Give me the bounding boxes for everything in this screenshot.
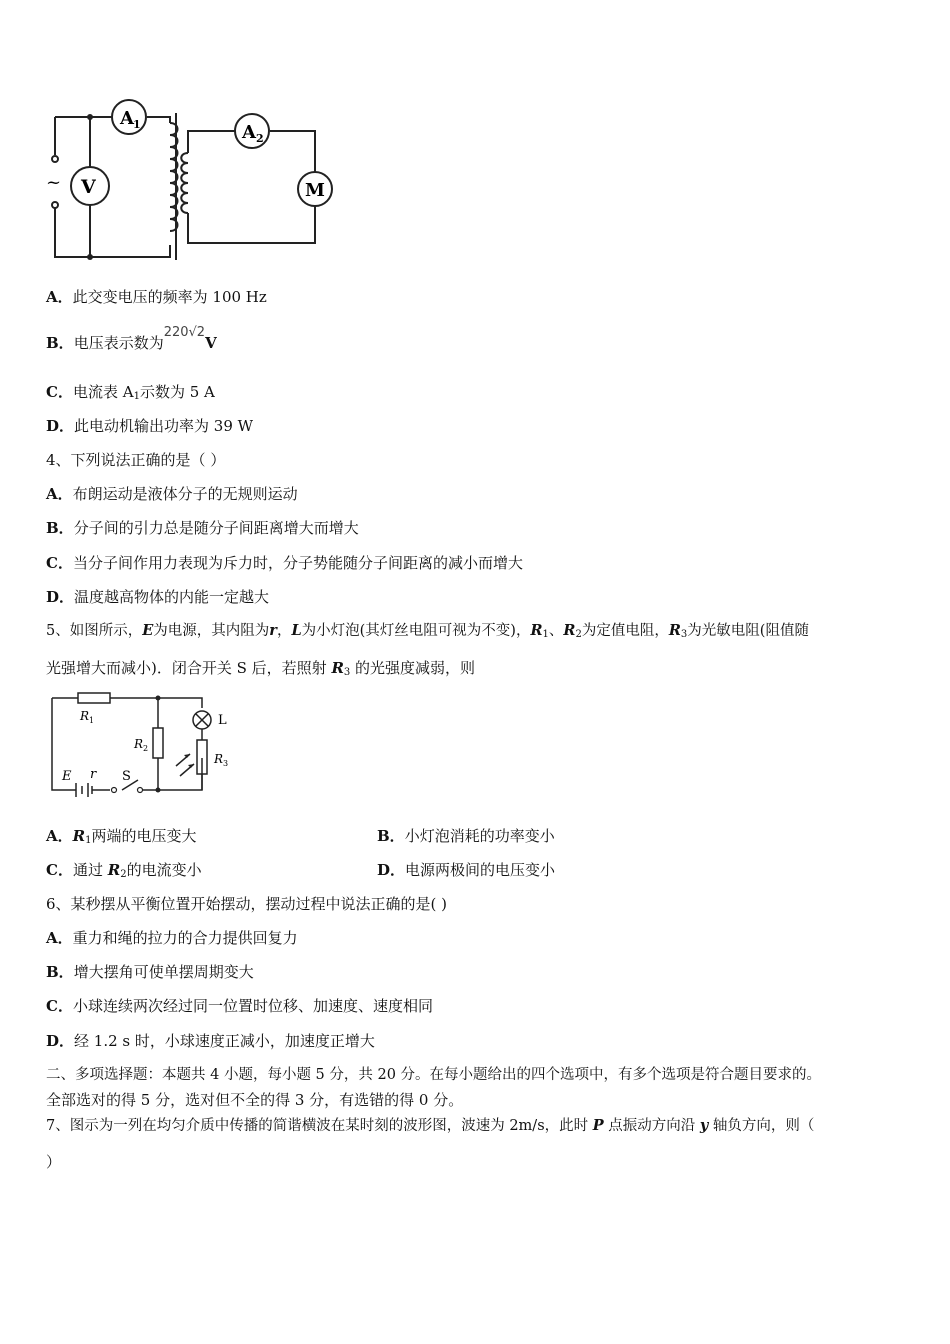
q4-option-b: B．分子间的引力总是随分子间距离增大而增大 bbox=[46, 519, 359, 537]
r3-sub: 3 bbox=[223, 759, 229, 768]
q7-stem-line1: 7、图示为一列在均匀介质中传播的简谐横波在某时刻的波形图，波速为 2m/s，此时 P 点振动方向沿 y 轴负方向，则（ bbox=[46, 1117, 815, 1134]
q4-option-d: D．温度越高物体的内能一定越大 bbox=[46, 588, 270, 606]
q3-option-d: D．此电动机输出功率为 39 W bbox=[46, 417, 254, 435]
q5-stem-line1: 5、如图所示，E为电源，其内阻为r，L为小灯泡(其灯丝电阻可视为不变)，$R_1$、$R_2$为定值电阻，$R_3$为光敏电阻(阻值随 bbox=[46, 622, 809, 640]
q6-option-d: D．经 1.2 s 时，小球速度正减小，加速度正增大 bbox=[46, 1032, 375, 1050]
switch-label: S bbox=[122, 769, 131, 784]
ac-source-symbol: ~ bbox=[46, 172, 62, 193]
q7-stem-line2: ） bbox=[46, 1153, 62, 1171]
q6-stem: 6、某秒摆从平衡位置开始摆动，摆动过程中说法正确的是( ) bbox=[46, 895, 448, 913]
q3-option-c: C．电流表 $A_1$示数为 5 A bbox=[46, 383, 215, 402]
r3-label: R bbox=[214, 752, 224, 766]
q5-stem-line2: 光强增大而减小)．闭合开关 S 后，若照射 $R_3$ 的光强度减弱，则 bbox=[46, 659, 476, 678]
ammeter-a1-label: A bbox=[120, 108, 134, 129]
q5-option-c: C．通过 $R_2$的电流变小 bbox=[46, 861, 202, 880]
motor-label: M bbox=[305, 180, 325, 201]
q4-stem: 4、下列说法正确的是（ ） bbox=[46, 451, 226, 469]
internal-resistance-label: r bbox=[90, 767, 97, 782]
section2-heading-line2: 全部选对的得 5 分，选对但不全的得 3 分，有选错的得 0 分。 bbox=[46, 1091, 464, 1109]
q6-option-b: B．增大摆角可使单摆周期变大 bbox=[46, 963, 254, 981]
ammeter-a1-sub: 1 bbox=[133, 118, 141, 131]
voltmeter-label: V bbox=[81, 176, 96, 198]
q4-option-a: A．布朗运动是液体分子的无规则运动 bbox=[46, 485, 298, 503]
ammeter-a2-sub: 2 bbox=[256, 132, 264, 145]
q3-option-b: B．电压表示数为220√2V bbox=[46, 325, 217, 352]
section2-heading-line1: 二、多项选择题：本题共 4 小题，每小题 5 分，共 20 分。在每小题给出的四个选项中，有多个选项是符合题目要求的。 bbox=[46, 1067, 822, 1083]
photoresistor-circuit-figure bbox=[44, 688, 244, 808]
q5-option-d: D．电源两极间的电压变小 bbox=[377, 861, 556, 879]
radical-value: 220√2 bbox=[163, 325, 206, 340]
q6-option-a: A．重力和绳的拉力的合力提供回复力 bbox=[46, 929, 298, 947]
lamp-label: L bbox=[218, 713, 227, 728]
transformer-circuit-figure bbox=[40, 95, 340, 265]
r2-sub: 2 bbox=[143, 744, 149, 753]
q5-option-a: A．$R_1$两端的电压变大 bbox=[46, 827, 197, 846]
q4-option-c: C．当分子间作用力表现为斥力时，分子势能随分子间距离的减小而增大 bbox=[46, 554, 523, 572]
r1-sub: 1 bbox=[89, 716, 95, 725]
q3-option-a: A．此交变电压的频率为 100 Hz bbox=[46, 288, 267, 306]
q6-option-c: C．小球连续两次经过同一位置时位移、加速度、速度相同 bbox=[46, 997, 433, 1015]
emf-label: E bbox=[62, 769, 72, 784]
r2-label: R bbox=[134, 737, 144, 751]
r1-label: R bbox=[80, 709, 90, 723]
q5-option-b: B．小灯泡消耗的功率变小 bbox=[377, 827, 555, 845]
ammeter-a2-label: A bbox=[242, 122, 256, 143]
